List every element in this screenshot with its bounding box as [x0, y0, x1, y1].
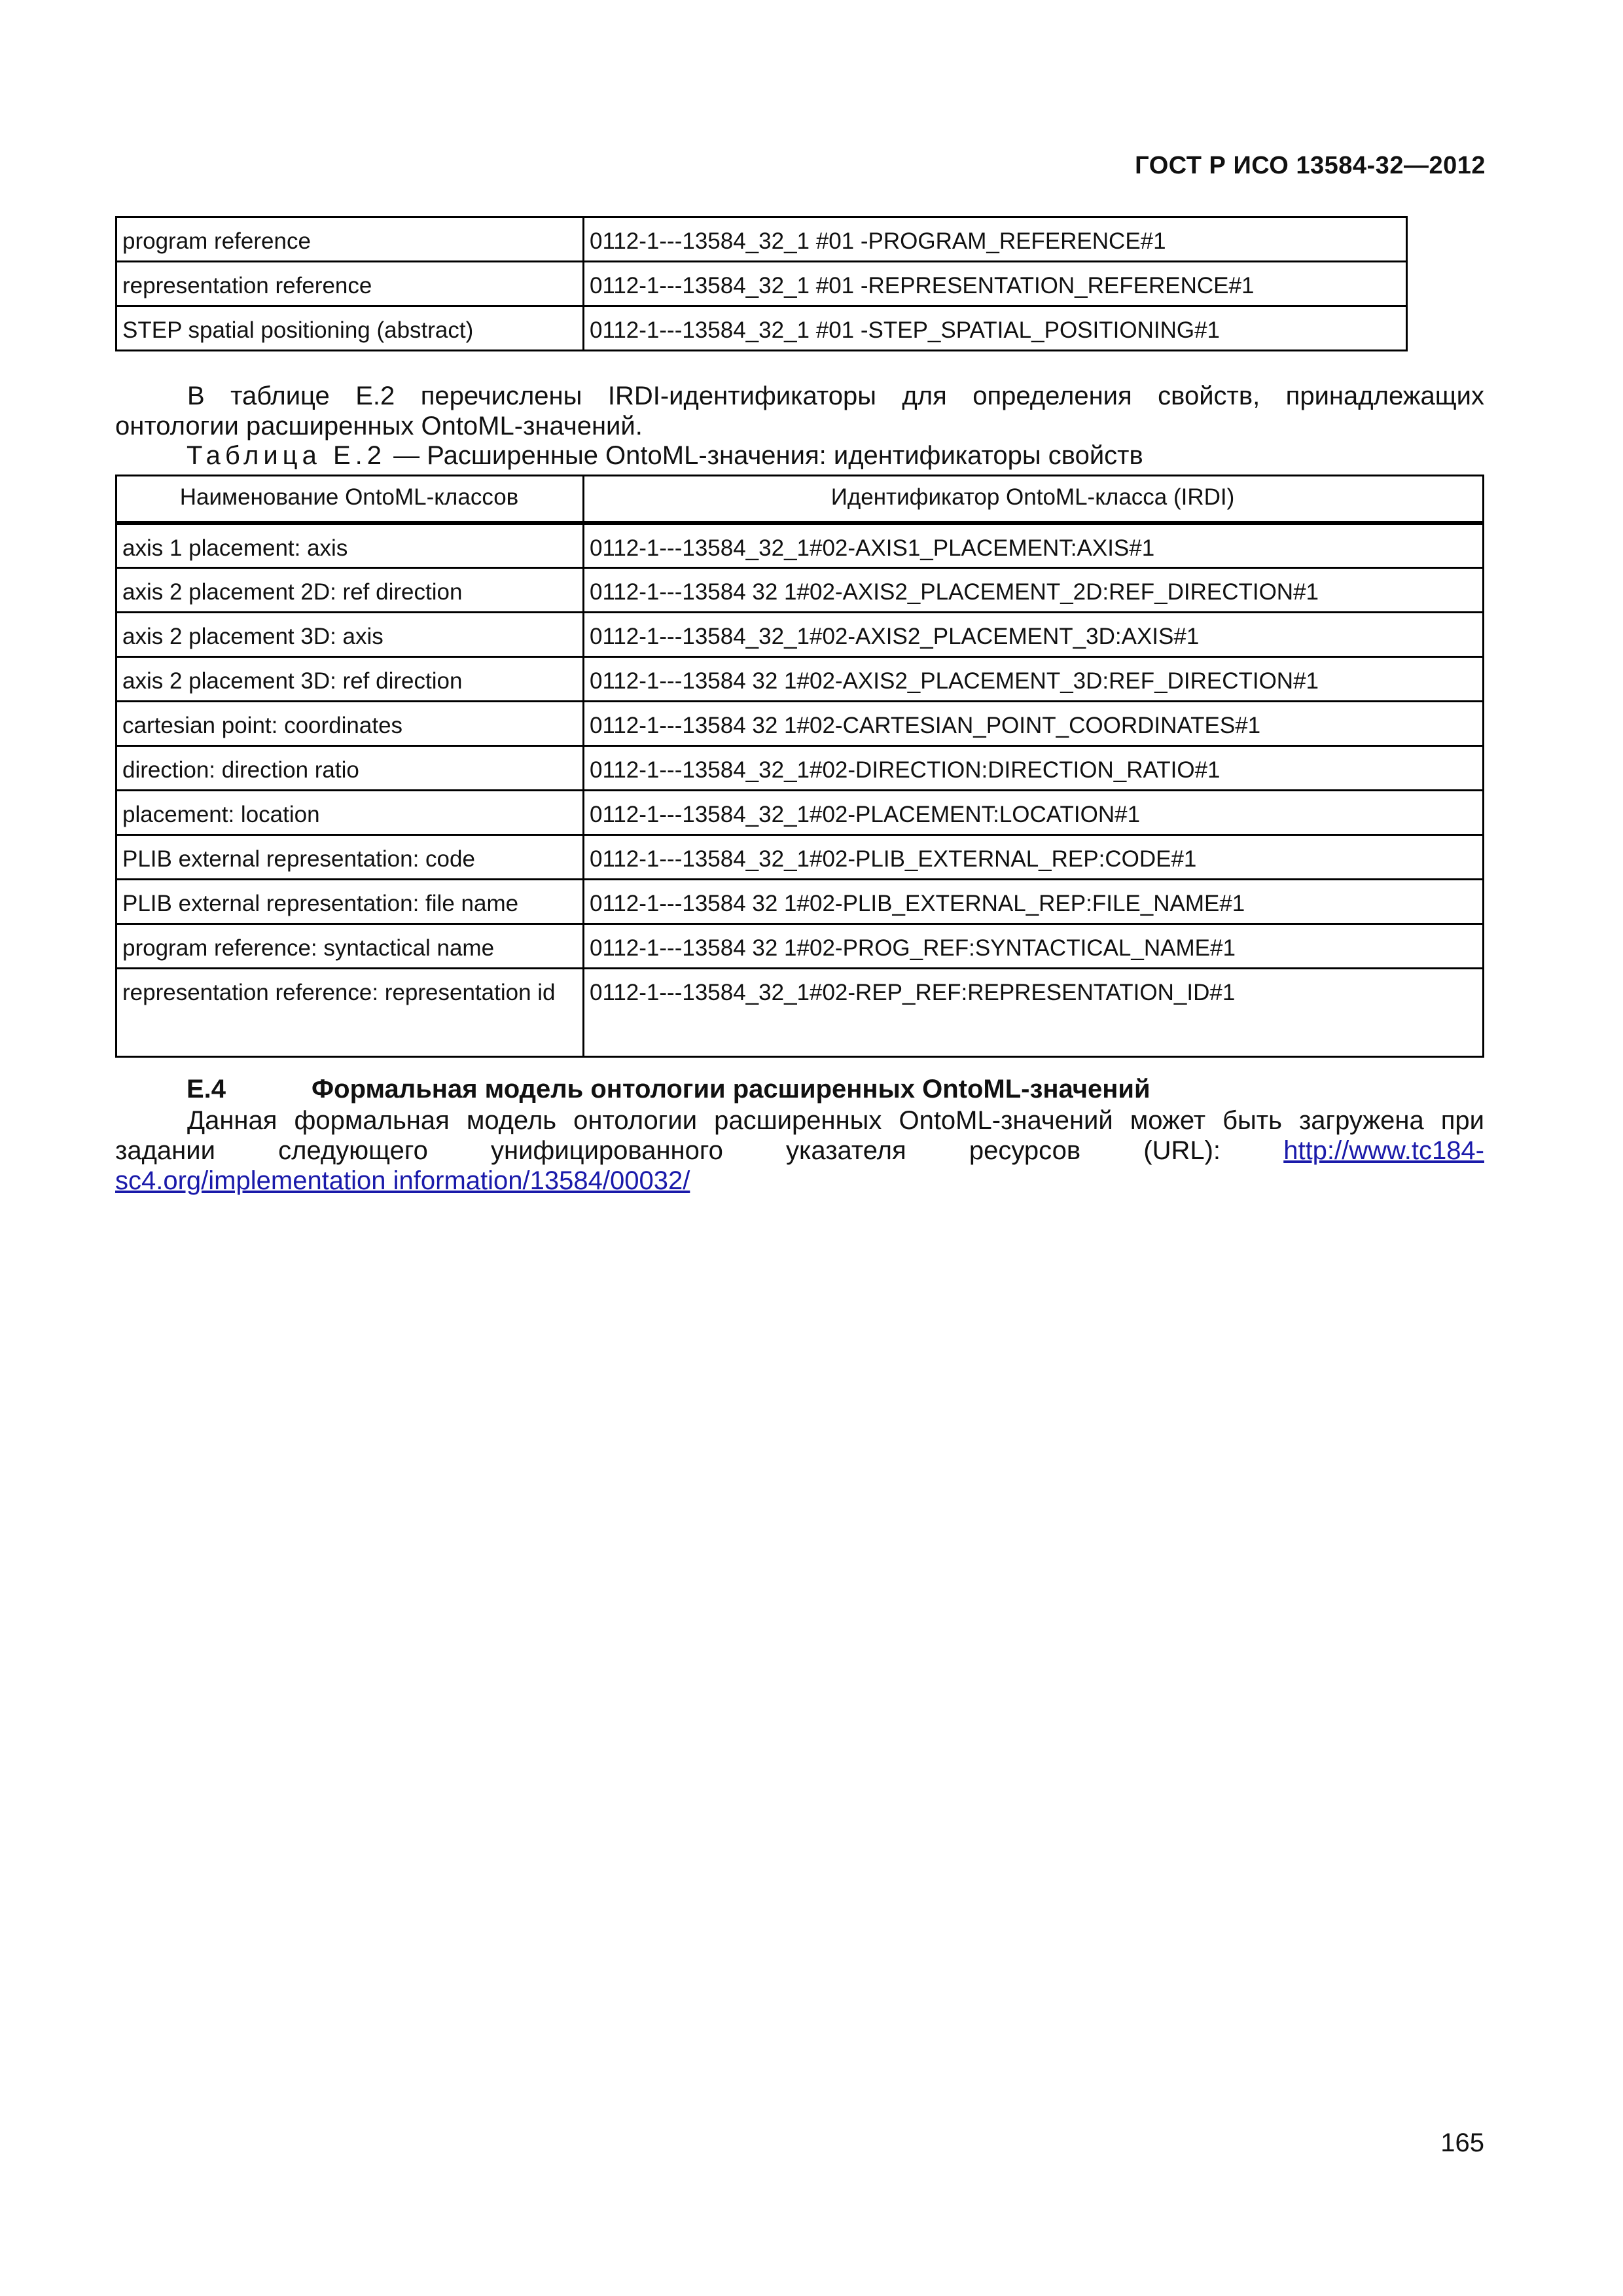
table-row [116, 568, 1484, 613]
table-cell-class-name: representation reference: representation id [116, 969, 584, 1057]
table-cell-class-name: PLIB external representation: file name [116, 880, 584, 924]
table-row [116, 880, 1484, 924]
table-row [116, 791, 1484, 835]
table-row [116, 702, 1484, 746]
section-paragraph-line-2 [115, 1136, 1484, 1166]
table-row [116, 835, 1484, 880]
document-header: ГОСТ Р ИСО 13584-32—2012 [1135, 152, 1486, 179]
table-row [116, 262, 1407, 306]
table-caption-text: — Расширенные OntoML-значения: идентификаторы свойств [393, 441, 1143, 470]
table-cell-class-name: PLIB external representation: code [116, 835, 584, 880]
table-cell-irdi: 0112-1---13584_32_1#02-AXIS2_PLACEMENT_3D:AXIS#1 [584, 613, 1484, 657]
resource-url-link-continued[interactable]: sc4.org/implementation information/13584/00032/ [115, 1166, 690, 1195]
table-caption-label: Таблица Е.2 [187, 441, 386, 470]
section-paragraph-line-1: Данная формальная модель онтологии расширенных OntoML-значений может быть загружена при [187, 1106, 1484, 1135]
table-cell-irdi: 0112-1---13584_32_1#02-DIRECTION:DIRECTION_RATIO#1 [584, 746, 1484, 791]
table-row [116, 613, 1484, 657]
table-header-row [116, 476, 1484, 523]
table-cell-class-name: STEP spatial positioning (abstract) [116, 306, 584, 351]
table-cell-irdi: 0112-1---13584 32 1#02-AXIS2_PLACEMENT_2D:REF_DIRECTION#1 [584, 568, 1484, 613]
table-cell-irdi: 0112-1---13584 32 1#02-PROG_REF:SYNTACTICAL_NAME#1 [584, 924, 1484, 969]
column-header-irdi: Идентификатор OntoML-класса (IRDI) [584, 476, 1484, 523]
table-row [116, 217, 1407, 262]
column-header-class-name: Наименование OntoML-классов [116, 476, 584, 523]
resource-url-link[interactable]: http://www.tc184- [1283, 1136, 1484, 1165]
table-cell-class-name: axis 2 placement 2D: ref direction [116, 568, 584, 613]
table-cell-irdi: 0112-1---13584_32_1 #01 -REPRESENTATION_REFERENCE#1 [584, 262, 1407, 306]
table-cell-irdi: 0112-1---13584_32_1#02-AXIS1_PLACEMENT:AXIS#1 [584, 523, 1484, 568]
table-row [116, 523, 1484, 568]
table-cell-irdi: 0112-1---13584_32_1#02-PLIB_EXTERNAL_REP:CODE#1 [584, 835, 1484, 880]
table-cell-irdi: 0112-1---13584 32 1#02-CARTESIAN_POINT_COORDINATES#1 [584, 702, 1484, 746]
table-row [116, 306, 1407, 351]
table-cell-irdi: 0112-1---13584_32_1 #01 -STEP_SPATIAL_POSITIONING#1 [584, 306, 1407, 351]
intro-paragraph-line-2: онтологии расширенных OntoML-значений. [115, 412, 643, 440]
table-cell-irdi: 0112-1---13584_32_1 #01 -PROGRAM_REFERENCE#1 [584, 217, 1407, 262]
table-row [116, 746, 1484, 791]
section-title: Формальная модель онтологии расширенных OntoML-значений [312, 1075, 1150, 1103]
table-cell-class-name: axis 1 placement: axis [116, 523, 584, 568]
table-caption [187, 440, 1556, 471]
table-cell-class-name: axis 2 placement 3D: axis [116, 613, 584, 657]
table-cell-irdi: 0112-1---13584 32 1#02-AXIS2_PLACEMENT_3D:REF_DIRECTION#1 [584, 657, 1484, 702]
section-paragraph-line-3 [115, 1166, 1484, 1196]
table-cell-class-name: cartesian point: coordinates [116, 702, 584, 746]
table-cell-class-name: direction: direction ratio [116, 746, 584, 791]
table-cell-irdi: 0112-1---13584 32 1#02-PLIB_EXTERNAL_REP:FILE_NAME#1 [584, 880, 1484, 924]
table-cell-class-name: program reference [116, 217, 584, 262]
table-cell-class-name: axis 2 placement 3D: ref direction [116, 657, 584, 702]
table-cell-class-name: program reference: syntactical name [116, 924, 584, 969]
continued-table [115, 216, 1408, 351]
section-paragraph-text: задании следующего унифицированного указателя ресурсов (URL): [115, 1136, 1221, 1165]
table-e2 [115, 475, 1484, 1058]
page-number: 165 [1440, 2128, 1484, 2157]
table-row [116, 657, 1484, 702]
table-cell-class-name: placement: location [116, 791, 584, 835]
table-row [116, 969, 1484, 1057]
table-cell-irdi: 0112-1---13584_32_1#02-REP_REF:REPRESENTATION_ID#1 [584, 969, 1484, 1057]
table-cell-irdi: 0112-1---13584_32_1#02-PLACEMENT:LOCATION#1 [584, 791, 1484, 835]
intro-paragraph-line-1: В таблице Е.2 перечислены IRDI-идентификаторы для определения свойств, принадлежащих [187, 382, 1484, 410]
table-cell-class-name: representation reference [116, 262, 584, 306]
table-row [116, 924, 1484, 969]
section-number: Е.4 [187, 1075, 226, 1103]
